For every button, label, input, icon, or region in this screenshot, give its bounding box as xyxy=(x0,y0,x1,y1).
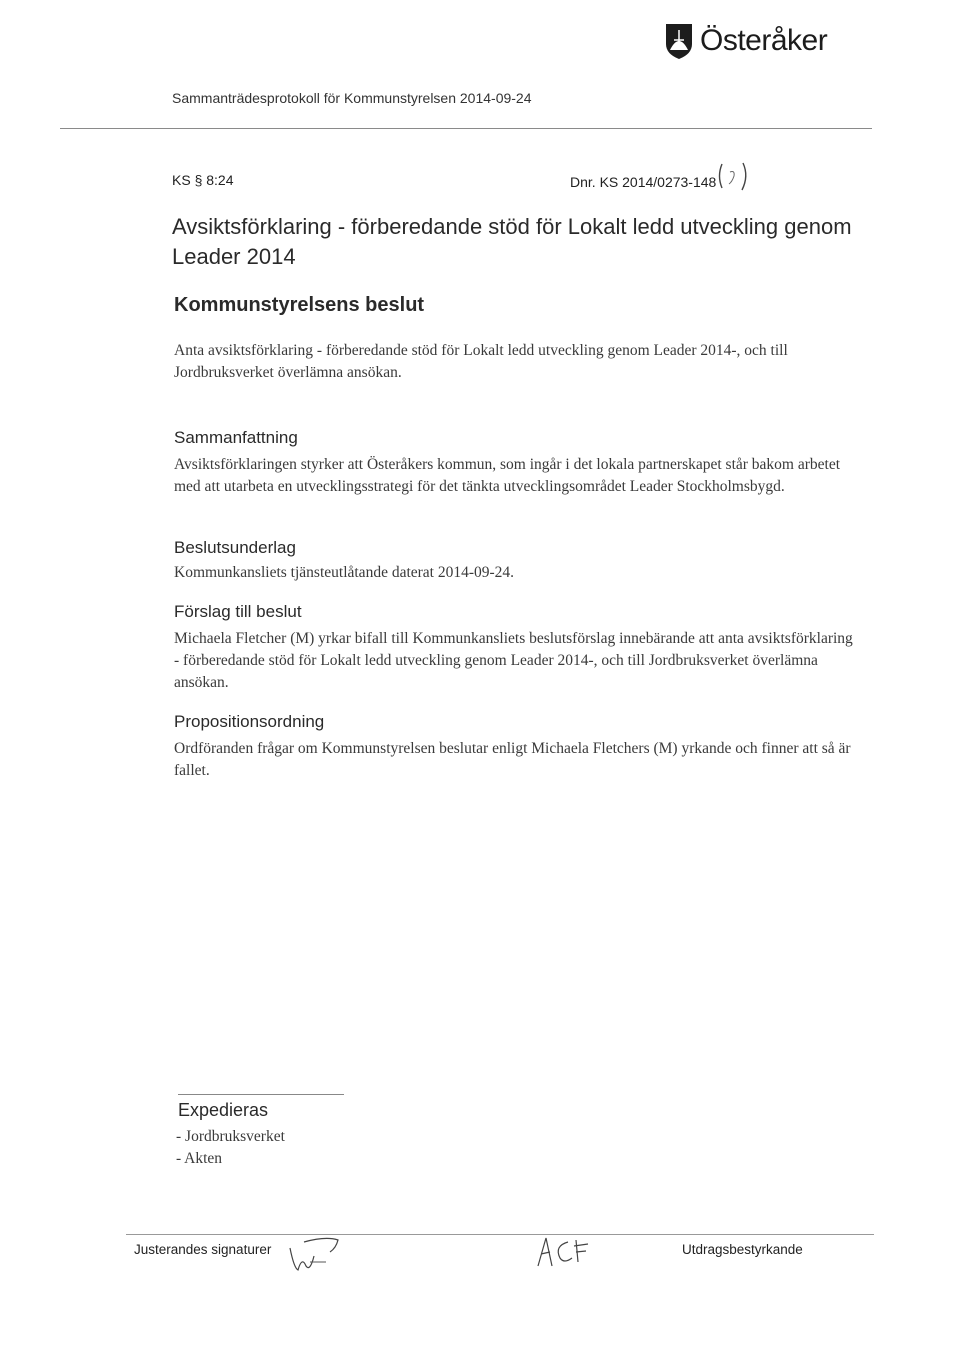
dispatch-item: - Akten xyxy=(176,1150,223,1167)
order-heading: Propositionsordning xyxy=(174,712,325,731)
handwritten-signature xyxy=(286,1226,346,1276)
decision-heading: Kommunstyrelsens beslut xyxy=(174,294,425,316)
dispatch-divider xyxy=(178,1094,344,1095)
protocol-header: Sammanträdesprotokoll för Kommunstyrelsen 2014-09-24 xyxy=(172,90,532,106)
dispatch-list xyxy=(176,1126,285,1170)
signatures-label: Justerandes signaturer xyxy=(134,1242,272,1257)
dispatch-item: - Jordbruksverket xyxy=(176,1128,285,1145)
basis-text: Kommunkansliets tjänsteutlåtande daterat 2014-09-24. xyxy=(174,564,515,581)
order-text: Ordföranden frågar om Kommunstyrelsen beslutar enligt Michaela Fletchers (M) yrkande och finner att så är fallet. xyxy=(174,740,851,779)
certified-label: Utdragsbestyrkande xyxy=(682,1242,803,1257)
handwritten-initials xyxy=(532,1232,592,1272)
logo-text: Österåker xyxy=(700,24,828,57)
ks-paragraph-number: KS § 8:24 xyxy=(172,172,234,188)
proposal-text: Michaela Fletcher (M) yrkar bifall till Kommunkansliets beslutsförslag innebärande att anta avsiktsförklaring - förberedande stöd för Lokalt ledd utveckling genom Leader 2014-, och till Jordbruksverket överlämna ansökan. xyxy=(174,630,853,691)
case-number: Dnr. KS 2014/0273-148 xyxy=(570,174,717,190)
footer-divider xyxy=(126,1234,874,1235)
municipality-logo xyxy=(664,22,827,60)
basis-heading: Beslutsunderlag xyxy=(174,538,296,557)
summary-text: Avsiktsförklaringen styrker att Österåkers kommun, som ingår i det lokala partnerskapet står bakom arbetet med att utarbeta en utvecklingsstrategi för det tänkta utvecklingsområdet Leader Stockholmsbygd. xyxy=(174,456,841,495)
header-divider xyxy=(60,128,872,129)
coat-of-arms-icon xyxy=(664,22,694,60)
decision-text: Anta avsiktsförklaring - förberedande stöd för Lokalt ledd utveckling genom Leader 2014-, och till Jordbruksverket överlämna ansökan. xyxy=(174,342,788,381)
document-title: Avsiktsförklaring - förberedande stöd för Lokalt ledd utveckling genom Leader 2014 xyxy=(172,214,852,269)
proposal-heading: Förslag till beslut xyxy=(174,602,302,621)
summary-heading: Sammanfattning xyxy=(174,428,298,447)
dispatch-heading: Expedieras xyxy=(178,1100,269,1120)
handwritten-mark xyxy=(716,160,750,192)
